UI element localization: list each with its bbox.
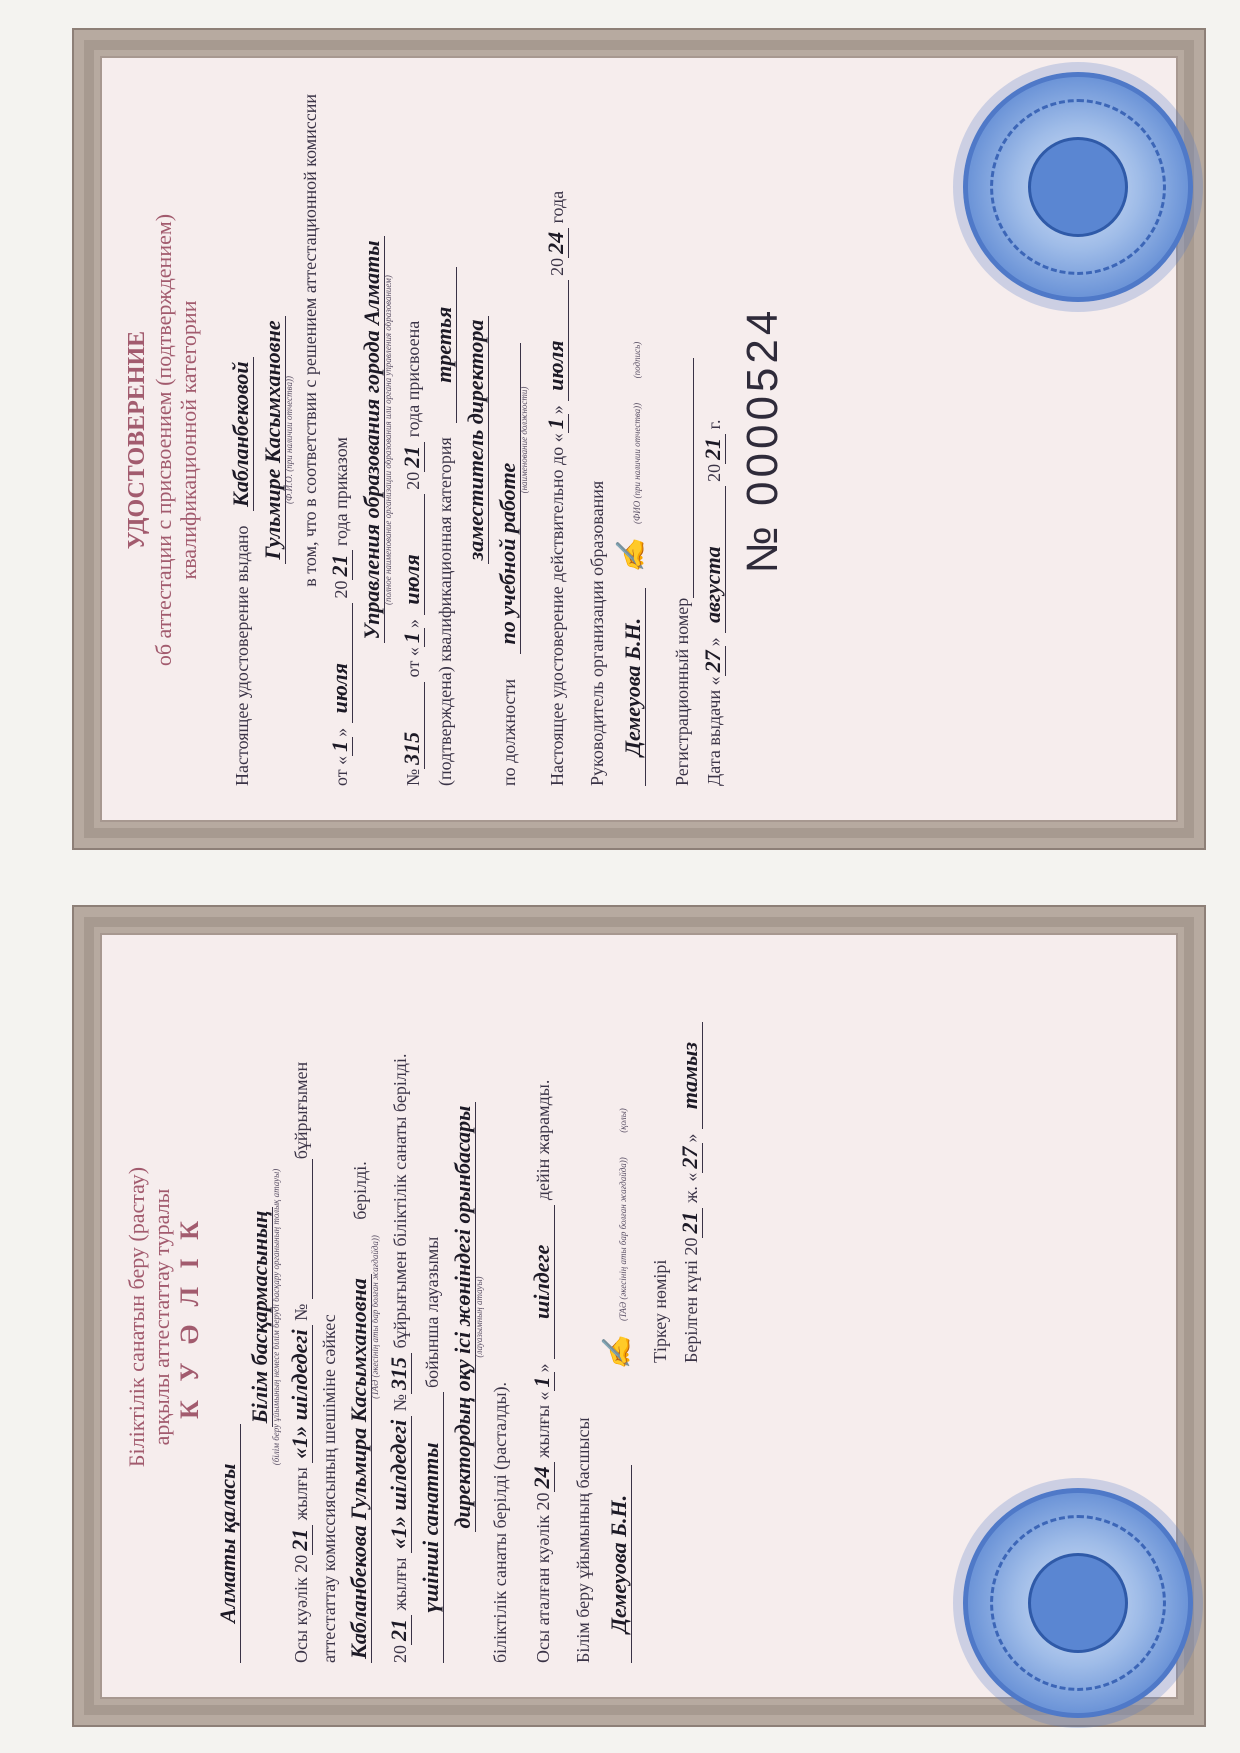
valid-year: 24 [543, 228, 569, 258]
kz-registration-line: Тіркеу нөмірі [649, 1259, 670, 1363]
kz-head-line: Демеуова Б.Н. ✍ (ТАӘ (әкесінің аты бар болған жағдайда)) (қолы) [600, 971, 634, 1663]
position-line-1 [463, 94, 489, 786]
kz-line-1: Осы куәлік 2021 жылғы «1» шілдедегі № бұйрығымен [286, 1061, 312, 1663]
kz-person: Кабланбекова Гульмира Касымхановна [346, 1274, 372, 1663]
order-line: №315 от «1» июля 2021 года присвоена [398, 320, 424, 786]
official-seal-icon [963, 72, 1193, 302]
kz-city-line [215, 971, 241, 1663]
valid-day: 1 [543, 414, 569, 433]
decision-month: июля [327, 603, 353, 723]
position-value-1: заместитель директора [463, 316, 489, 565]
order-year: 21 [399, 442, 425, 472]
kz-head-name: Демеуова Б.Н. [606, 1465, 632, 1663]
head-name: Демеуова Б.Н. [620, 588, 646, 786]
signature: ✍ [615, 538, 647, 574]
kz-line-3: 2021 жылғы «1» шілдедегі №315 бұйрығымен біліктілік санаты берілді. [385, 1053, 411, 1663]
head-line: Демеуова Б.Н. ✍ (ФИО (при наличии отчества)) (подпись) [614, 94, 648, 786]
kz-position: директордың оқу ісі жөніндегі орынбасары [450, 1102, 476, 1533]
kz-position-line: директордың оқу ісі жөніндегі орынбасары (лауазымның атауы) [450, 971, 484, 1663]
kz-city: Алматы қаласы [215, 1424, 241, 1663]
registration-line: Регистрационный номер [668, 94, 694, 786]
organization-name: Управления образования города Алматы [359, 237, 385, 644]
kz-body: Білім басқармасының [247, 1207, 273, 1428]
recipient-name: Гульмире Касымхановне [260, 316, 286, 563]
issue-year: 21 [700, 434, 726, 464]
certificate-number: № 0000524 [737, 306, 787, 574]
kz-issue-line: Берілген күні 2021 ж. «27» тамыз [677, 971, 703, 1363]
decision-day: 1 [327, 737, 353, 756]
recipient-name-line: Гульмире Касымхановне (Ф.И.О. (при наличии отчества)) [260, 94, 294, 786]
kz-category-line: үшінші санатты бойынша лауазымы [418, 971, 444, 1663]
issued-to-line: Настоящее удостоверение выдано Кабланбековой [228, 94, 254, 786]
kz-title-3: К У Ә Л І К [174, 1215, 204, 1419]
kz-body-line: Білім басқармасының (білім беру ұйымының немесе білім беруді басқару органының толық атауы) [246, 1168, 281, 1466]
decision-line: в том, что в соответствии с решением аттестационной комиссии [299, 94, 320, 587]
category-line: (подтверждена) квалификационная категория третья [431, 94, 457, 786]
position-line-2: по должности по учебной работе (наименование должности) [495, 94, 529, 786]
kz-line-2: аттестаттау комиссиясының шешіміне сәйкес [318, 1314, 339, 1663]
order-month: июля [399, 494, 425, 614]
official-seal-icon [963, 1488, 1193, 1718]
decision-year: 21 [327, 550, 353, 580]
organization-line: Управления образования города Алматы (полное наименование организации образования или органа управления образованием) [359, 94, 393, 786]
order-day: 1 [399, 628, 425, 647]
kz-validity-line: Осы аталған куәлік 2024 жылғы «1» шілдеге дейін жарамды. [528, 1079, 554, 1663]
valid-month: июля [543, 280, 569, 400]
recipient-surname: Кабланбековой [228, 357, 254, 511]
kz-confirmed: біліктілік санаты берілді (расталды). [489, 1381, 510, 1663]
issue-date-line: Дата выдачи «27» августа 2021 г. [699, 419, 725, 786]
kz-title-2: арқылы аттестаттау туралы [149, 1188, 175, 1446]
category-value: третья [431, 267, 457, 423]
kz-person-line: Кабланбекова Гульмира Касымхановна берілді. (ТАӘ (әкесінің аты бар болған жағдайда)) [346, 971, 380, 1663]
registration-number [668, 358, 694, 598]
certificate-subtitle-2: квалификационной категории [176, 300, 202, 580]
kz-category: үшінші санатты [418, 1393, 444, 1664]
certificate-title: УДОСТОВЕРЕНИЕ [124, 330, 150, 550]
issue-month: августа [700, 486, 726, 633]
signature: ✍ [601, 1335, 633, 1371]
certificate-subtitle-1: об аттестации с присвоением (подтверждением) [151, 213, 176, 667]
kz-head-label: Білім беру ұйымының басшысы [572, 1417, 593, 1663]
validity-line: Настоящее удостоверение действительно до «1» июля 2024 года [542, 190, 568, 786]
head-label: Руководитель организации образования [586, 480, 607, 786]
order-number: 315 [399, 682, 425, 769]
position-value-2: по учебной работе [495, 343, 521, 655]
issue-day: 27 [700, 646, 726, 676]
kz-title-1: Біліктілік санатын беру (растау) [124, 1166, 149, 1468]
decision-date-line: от «1» июля 2021 года приказом [326, 437, 352, 786]
